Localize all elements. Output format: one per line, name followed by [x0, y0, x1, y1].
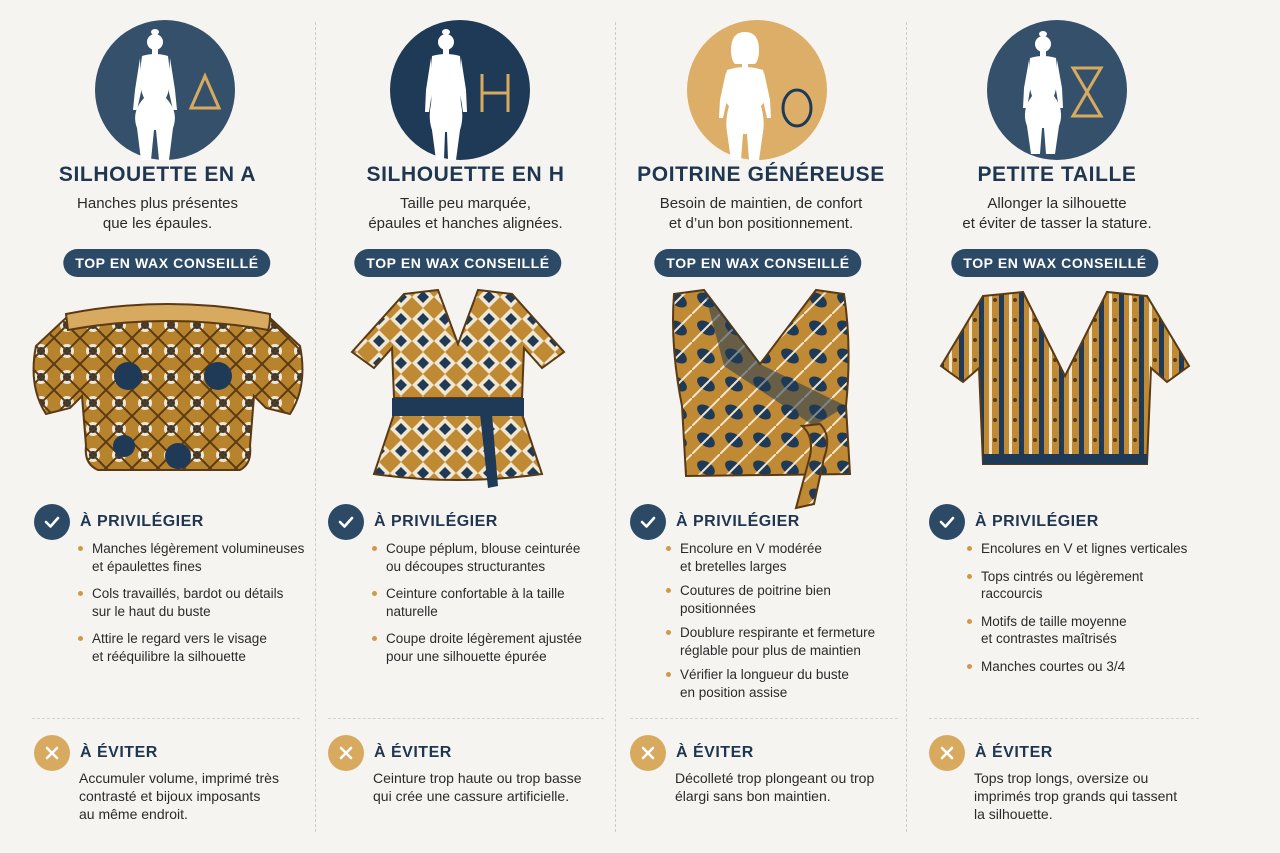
- bullet-dot: [78, 636, 83, 641]
- list-item: [78, 630, 308, 665]
- prefer-header: [630, 504, 800, 540]
- column-title: POITRINE GÉNÉREUSE: [637, 163, 885, 186]
- prefer-list: [666, 540, 898, 708]
- subtitle-line: et d’un bon positionnement.: [668, 215, 854, 232]
- list-item: [372, 540, 608, 575]
- list-item-text: Tops cintrés ou légèrement raccourcis: [981, 568, 1144, 601]
- list-item: [967, 568, 1203, 603]
- avoid-label: À ÉVITER: [975, 744, 1053, 761]
- bullet-dot: [666, 630, 671, 635]
- prefer-list: [372, 540, 608, 675]
- list-item: [967, 540, 1203, 558]
- generous-bust-badge: [687, 20, 827, 160]
- list-item: [666, 582, 898, 617]
- column-title: SILHOUETTE EN H: [366, 163, 565, 186]
- bullet-dot: [78, 591, 83, 596]
- prefer-header: [929, 504, 1099, 540]
- list-item-text: Doublure respirante et fermeture réglable pour plus de maintien: [680, 625, 876, 658]
- list-item: [967, 613, 1203, 648]
- triangle-icon: [95, 20, 235, 160]
- subtitle-line: Taille peu marquée,: [400, 195, 531, 212]
- list-item-text: Encolures en V et lignes verticales: [981, 541, 1188, 556]
- avoid-header: [630, 735, 754, 771]
- list-item-text: Attire le regard vers le visage et rééquilibre la silhouette: [92, 631, 267, 664]
- prefer-label: À PRIVILÉGIER: [676, 513, 800, 530]
- prefer-list: [78, 540, 308, 675]
- column-subtitle: [907, 194, 1207, 234]
- prefer-list: [967, 540, 1203, 685]
- check-icon: [328, 504, 364, 540]
- list-item-text: Encolure en V modérée et bretelles larges: [680, 541, 822, 574]
- subtitle-line: Allonger la silhouette: [987, 195, 1127, 212]
- circle-icon: [687, 20, 827, 160]
- column-petite: [907, 0, 1207, 853]
- check-icon: [630, 504, 666, 540]
- column-title: PETITE TAILLE: [977, 163, 1137, 186]
- cross-icon: [630, 735, 666, 771]
- bullet-dot: [372, 636, 377, 641]
- list-item-text: Ceinture confortable à la taille naturelle: [386, 586, 565, 619]
- list-item-text: Cols travaillés, bardot ou détails sur le haut du buste: [92, 586, 284, 619]
- avoid-label: À ÉVITER: [80, 744, 158, 761]
- avoid-header: [929, 735, 1053, 771]
- bullet-dot: [967, 664, 972, 669]
- wax-top-cropped-illustration: [939, 290, 1191, 470]
- hourglass-icon: [987, 20, 1127, 160]
- prefer-label: À PRIVILÉGIER: [374, 513, 498, 530]
- list-item: [372, 585, 608, 620]
- list-item-text: Manches courtes ou 3/4: [981, 658, 1126, 674]
- column-generous-bust: [616, 0, 906, 853]
- list-item: [372, 630, 608, 665]
- cross-icon: [929, 735, 965, 771]
- avoid-header: [34, 735, 158, 771]
- recommended-top-pill: TOP EN WAX CONSEILLÉ: [63, 249, 270, 277]
- list-item: [78, 540, 308, 575]
- bullet-dot: [967, 574, 972, 579]
- list-item: [78, 585, 308, 620]
- bullet-dot: [967, 619, 972, 624]
- bullet-dot: [666, 588, 671, 593]
- silhouette-h-badge: [390, 20, 530, 160]
- bullet-dot: [967, 546, 972, 551]
- subtitle-line: Hanches plus présentes: [77, 195, 238, 212]
- check-icon: [929, 504, 965, 540]
- bullet-dot: [78, 546, 83, 551]
- column-subtitle: [616, 194, 906, 234]
- subtitle-line: Besoin de maintien, de confort: [659, 195, 863, 212]
- prefer-label: À PRIVILÉGIER: [80, 513, 204, 530]
- column-subtitle: [316, 194, 615, 234]
- wax-top-bardot-illustration: [28, 286, 308, 486]
- list-item: [666, 540, 898, 575]
- check-icon: [34, 504, 70, 540]
- list-item-text: Motifs de taille moyenne et contrastes maîtrisés: [981, 613, 1127, 646]
- prefer-header: [328, 504, 498, 540]
- column-silhouette-a: [0, 0, 315, 853]
- letter-h-icon: [390, 20, 530, 160]
- avoid-text: Ceinture trop haute ou trop basse qui crée une cassure artificielle.: [373, 770, 582, 804]
- avoid-header: [328, 735, 452, 771]
- subtitle-line: et éviter de tasser la stature.: [962, 215, 1152, 232]
- list-item: [666, 624, 898, 659]
- bullet-dot: [666, 546, 671, 551]
- recommended-top-pill: TOP EN WAX CONSEILLÉ: [951, 249, 1158, 277]
- avoid-label: À ÉVITER: [374, 744, 452, 761]
- section-separator: [328, 718, 604, 719]
- subtitle-line: épaules et hanches alignées.: [368, 215, 563, 232]
- bullet-dot: [666, 672, 671, 677]
- petite-badge: [987, 20, 1127, 160]
- subtitle-line: que les épaules.: [102, 215, 213, 232]
- list-item-text: Vérifier la longueur du buste en position assise: [680, 667, 849, 700]
- list-item-text: Manches légèrement volumineuses et épaulettes fines: [92, 541, 305, 574]
- bullet-dot: [372, 591, 377, 596]
- prefer-header: [34, 504, 204, 540]
- list-item: [967, 658, 1203, 676]
- cross-icon: [328, 735, 364, 771]
- bullet-dot: [372, 546, 377, 551]
- section-separator: [32, 718, 300, 719]
- list-item-text: Coupe droite légèrement ajustée pour une silhouette épurée: [386, 631, 582, 664]
- cross-icon: [34, 735, 70, 771]
- column-subtitle: [0, 194, 315, 234]
- avoid-text: Tops trop longs, oversize ou imprimés trop grands qui tassent la silhouette.: [974, 770, 1178, 822]
- avoid-text: Accumuler volume, imprimé très contrasté et bijoux imposants au même endroit.: [79, 770, 279, 822]
- list-item-text: Coutures de poitrine bien positionnées: [680, 583, 831, 616]
- section-separator: [630, 718, 898, 719]
- column-silhouette-h: [316, 0, 615, 853]
- avoid-label: À ÉVITER: [676, 744, 754, 761]
- list-item: [666, 666, 898, 701]
- section-separator: [929, 718, 1199, 719]
- prefer-label: À PRIVILÉGIER: [975, 513, 1099, 530]
- wax-top-peplum-illustration: [346, 286, 571, 496]
- wax-top-wrap-illustration: [664, 286, 864, 516]
- list-item-text: Coupe péplum, blouse ceinturée ou découpes structurantes: [386, 541, 581, 574]
- silhouette-a-badge: [95, 20, 235, 160]
- column-title: SILHOUETTE EN A: [58, 163, 257, 186]
- recommended-top-pill: TOP EN WAX CONSEILLÉ: [654, 249, 861, 277]
- recommended-top-pill: TOP EN WAX CONSEILLÉ: [354, 249, 561, 277]
- avoid-text: Décolleté trop plongeant ou trop élargi sans bon maintien.: [675, 770, 875, 804]
